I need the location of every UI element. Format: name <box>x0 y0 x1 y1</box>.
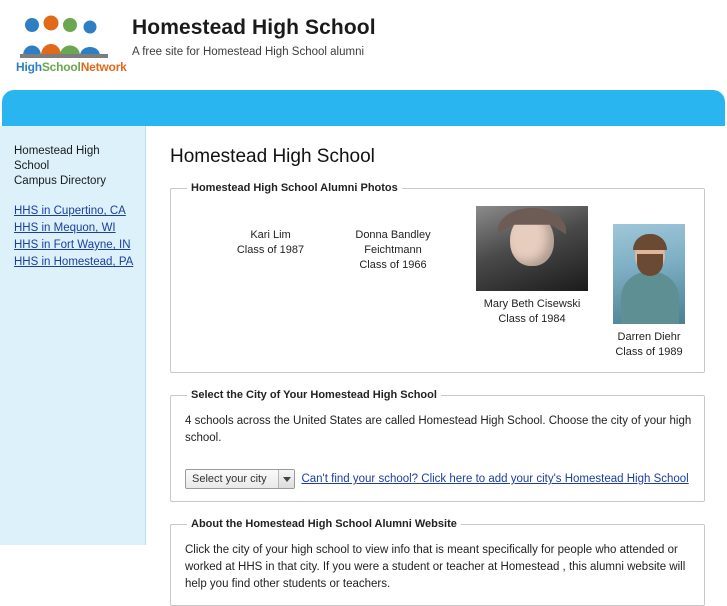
alumni-name: Darren Diehr <box>617 331 681 343</box>
city-select-value: Select your city <box>192 473 267 485</box>
sidebar-item-cupertino[interactable]: HHS in Cupertino, CA <box>14 205 126 217</box>
alumni-card-donna-bandley-feichtmann[interactable] <box>328 228 458 273</box>
select-city-description: 4 schools across the United States are called Homestead High School. Choose the city of your high school. <box>185 415 692 444</box>
header-title-block <box>132 10 376 58</box>
alumni-card-kari-lim[interactable] <box>223 228 318 258</box>
header-blue-fill <box>2 116 725 126</box>
logo-word-high: High <box>16 60 42 74</box>
main-content <box>146 126 727 590</box>
alumni-photos-legend: Homestead High School Alumni Photos <box>191 182 398 194</box>
logo-word-school: School <box>41 60 81 74</box>
alumni-card-mary-beth-cisewski[interactable] <box>468 206 596 327</box>
body-wrapper <box>0 126 727 590</box>
sidebar-heading <box>14 144 135 189</box>
sidebar-links <box>14 203 135 270</box>
alumni-name: Mary Beth Cisewski <box>483 298 581 310</box>
site-header <box>0 0 727 90</box>
alumni-class: Class of 1966 <box>359 259 427 271</box>
header-blue-band <box>2 90 725 116</box>
page-title: Homestead High School <box>170 146 375 167</box>
logo-wordmark <box>16 60 127 74</box>
alumni-photos-panel <box>170 182 705 373</box>
sidebar-heading-line2: Campus Directory <box>14 175 107 187</box>
sidebar-item-mequon[interactable]: HHS in Mequon, WI <box>14 222 116 234</box>
about-text: Click the city of your high school to view info that is meant specifically for people who attended or worked at HHS in that city. If you were a student or teacher at Homestead , this alumni website will help you find other students or teachers. <box>185 544 686 590</box>
logo-people-icon <box>20 14 108 58</box>
select-city-panel <box>170 389 705 502</box>
alumni-class: Class of 1987 <box>236 244 305 256</box>
alumni-class: Class of 1989 <box>615 346 683 358</box>
alumni-name: Donna Bandley Feichtmann <box>355 229 431 256</box>
about-legend: About the Homestead High School Alumni Website <box>191 518 457 530</box>
alumni-photos-row <box>183 202 692 360</box>
add-school-link[interactable]: Can't find your school? Click here to add your city's Homestead High School <box>301 473 689 485</box>
city-select[interactable] <box>185 469 295 489</box>
sidebar-item-homestead[interactable]: HHS in Homestead, PA <box>14 256 134 268</box>
chevron-down-icon[interactable] <box>278 470 294 488</box>
site-logo[interactable] <box>14 12 127 78</box>
site-subtitle: A free site for Homestead High School alumni <box>132 46 365 58</box>
select-city-legend: Select the City of Your Homestead High School <box>191 389 437 401</box>
about-panel <box>170 518 705 606</box>
sidebar <box>0 126 146 545</box>
alumni-name: Kari Lim <box>250 229 291 241</box>
logo-word-network: Network <box>80 60 127 74</box>
alumni-photo[interactable] <box>476 206 588 291</box>
sidebar-item-fort-wayne[interactable]: HHS in Fort Wayne, IN <box>14 239 131 251</box>
site-title: Homestead High School <box>132 16 376 39</box>
alumni-card-darren-diehr[interactable] <box>606 224 692 360</box>
alumni-photo[interactable] <box>613 224 685 324</box>
alumni-class: Class of 1984 <box>498 313 566 325</box>
sidebar-heading-line1: Homestead High School <box>14 145 100 172</box>
